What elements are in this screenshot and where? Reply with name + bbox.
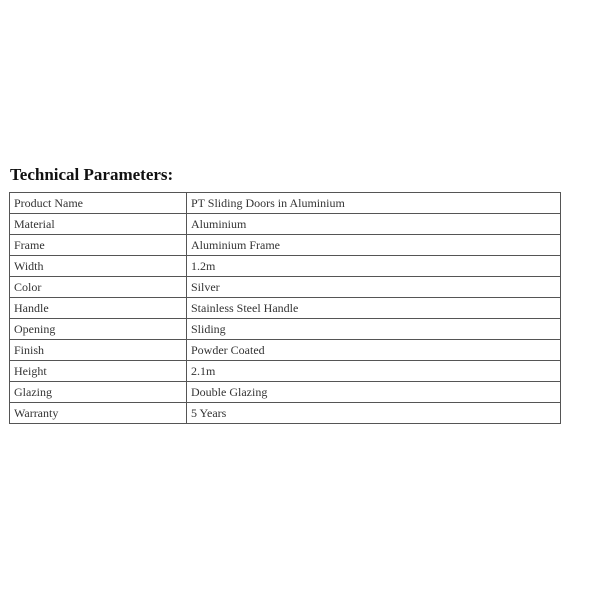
param-label: Handle (10, 298, 187, 319)
param-label: Height (10, 361, 187, 382)
table-row (10, 340, 561, 361)
table-row (10, 277, 561, 298)
param-label: Opening (10, 319, 187, 340)
technical-parameters-table (9, 192, 561, 424)
param-label: Warranty (10, 403, 187, 424)
table-row (10, 214, 561, 235)
param-value: Aluminium Frame (187, 235, 561, 256)
param-label: Frame (10, 235, 187, 256)
param-value: PT Sliding Doors in Aluminium (187, 193, 561, 214)
table-row (10, 298, 561, 319)
param-value: Silver (187, 277, 561, 298)
param-label: Material (10, 214, 187, 235)
param-label: Glazing (10, 382, 187, 403)
table-row (10, 193, 561, 214)
table-row (10, 235, 561, 256)
param-value: 2.1m (187, 361, 561, 382)
param-value: Double Glazing (187, 382, 561, 403)
param-value: Aluminium (187, 214, 561, 235)
param-value: Stainless Steel Handle (187, 298, 561, 319)
param-value: Sliding (187, 319, 561, 340)
param-label: Finish (10, 340, 187, 361)
param-value: 1.2m (187, 256, 561, 277)
section-heading: Technical Parameters: (10, 165, 174, 184)
table-row (10, 403, 561, 424)
table-row (10, 319, 561, 340)
param-label: Color (10, 277, 187, 298)
param-label: Product Name (10, 193, 187, 214)
param-value: Powder Coated (187, 340, 561, 361)
table-row (10, 361, 561, 382)
table-row (10, 256, 561, 277)
param-value: 5 Years (187, 403, 561, 424)
table-row (10, 382, 561, 403)
param-label: Width (10, 256, 187, 277)
